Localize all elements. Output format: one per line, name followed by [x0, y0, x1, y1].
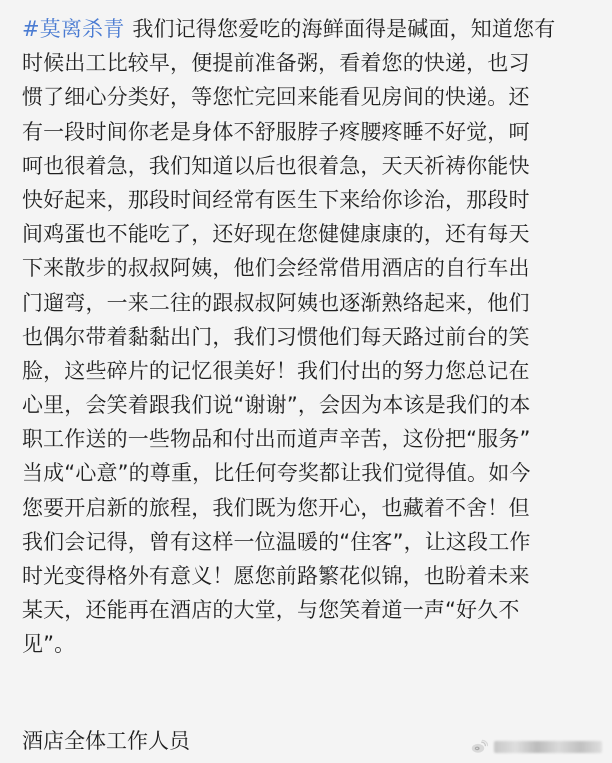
post-body — [22, 12, 596, 662]
post-line-3: 惯了细心分类好，等您忙完回来能看见房间的快递。还 — [22, 85, 530, 110]
post-line-text: 我们记得您爱吃的海鲜面得是碱面，知道您有 — [132, 17, 556, 41]
post-line-7: 间鸡蛋也不能吃了，还好现在您健健康康的，还有每天 — [22, 222, 530, 247]
weibo-icon — [470, 739, 488, 755]
post-line-11: 脸，这些碎片的记忆很美好！我们付出的努力您总记在 — [22, 358, 530, 383]
weibo-watermark — [470, 739, 602, 755]
post-line-12: 心里，会笑着跟我们说“谢谢”，会因为本该是我们的本 — [22, 393, 531, 418]
post-line-13: 职工作送的一些物品和付出而道声辛苦，这份把“服务” — [22, 427, 531, 452]
post-line-5: 呵也很着急，我们知道以后也很着急，天天祈祷你能快 — [22, 153, 530, 178]
post-line-4: 有一段时间你老是身体不舒服脖子疼腰疼睡不好觉，呵 — [22, 119, 530, 144]
post-line-6: 快好起来，那段时间经常有医生下来给你诊治，那段时 — [22, 187, 530, 212]
post-line-18: 某天，还能再在酒店的大堂，与您笑着道一声“好久不 — [22, 598, 520, 623]
post-line-8: 下来散步的叔叔阿姨，他们会经常借用酒店的自行车出 — [22, 256, 530, 281]
post-line-15: 您要开启新的旅程，我们既为您开心，也藏着不舍！但 — [22, 495, 530, 520]
blurred-username — [494, 741, 602, 753]
post-line-9: 门遛弯，一来二往的跟叔叔阿姨也逐渐熟络起来，他们 — [22, 290, 530, 315]
post-line-1 — [22, 12, 596, 46]
hashtag-link[interactable]: #莫离杀青 — [22, 17, 125, 41]
post-line-10: 也偶尔带着黏黏出门，我们习惯他们每天路过前台的笑 — [22, 324, 530, 349]
post-line-17: 时光变得格外有意义！愿您前路繁花似锦，也盼着未来 — [22, 564, 530, 588]
post-line-2: 时候出工比较早，便提前准备粥，看着您的快递，也习 — [22, 51, 530, 76]
post-signature: 酒店全体工作人员 — [22, 729, 190, 753]
post-line-14: 当成“心意”的尊重，比任何夸奖都让我们觉得值。如今 — [22, 461, 531, 486]
post-line-19: 见”。 — [22, 632, 76, 657]
post-line-16: 我们会记得，曾有这样一位温暖的“住客”，让这段工作 — [22, 529, 531, 554]
